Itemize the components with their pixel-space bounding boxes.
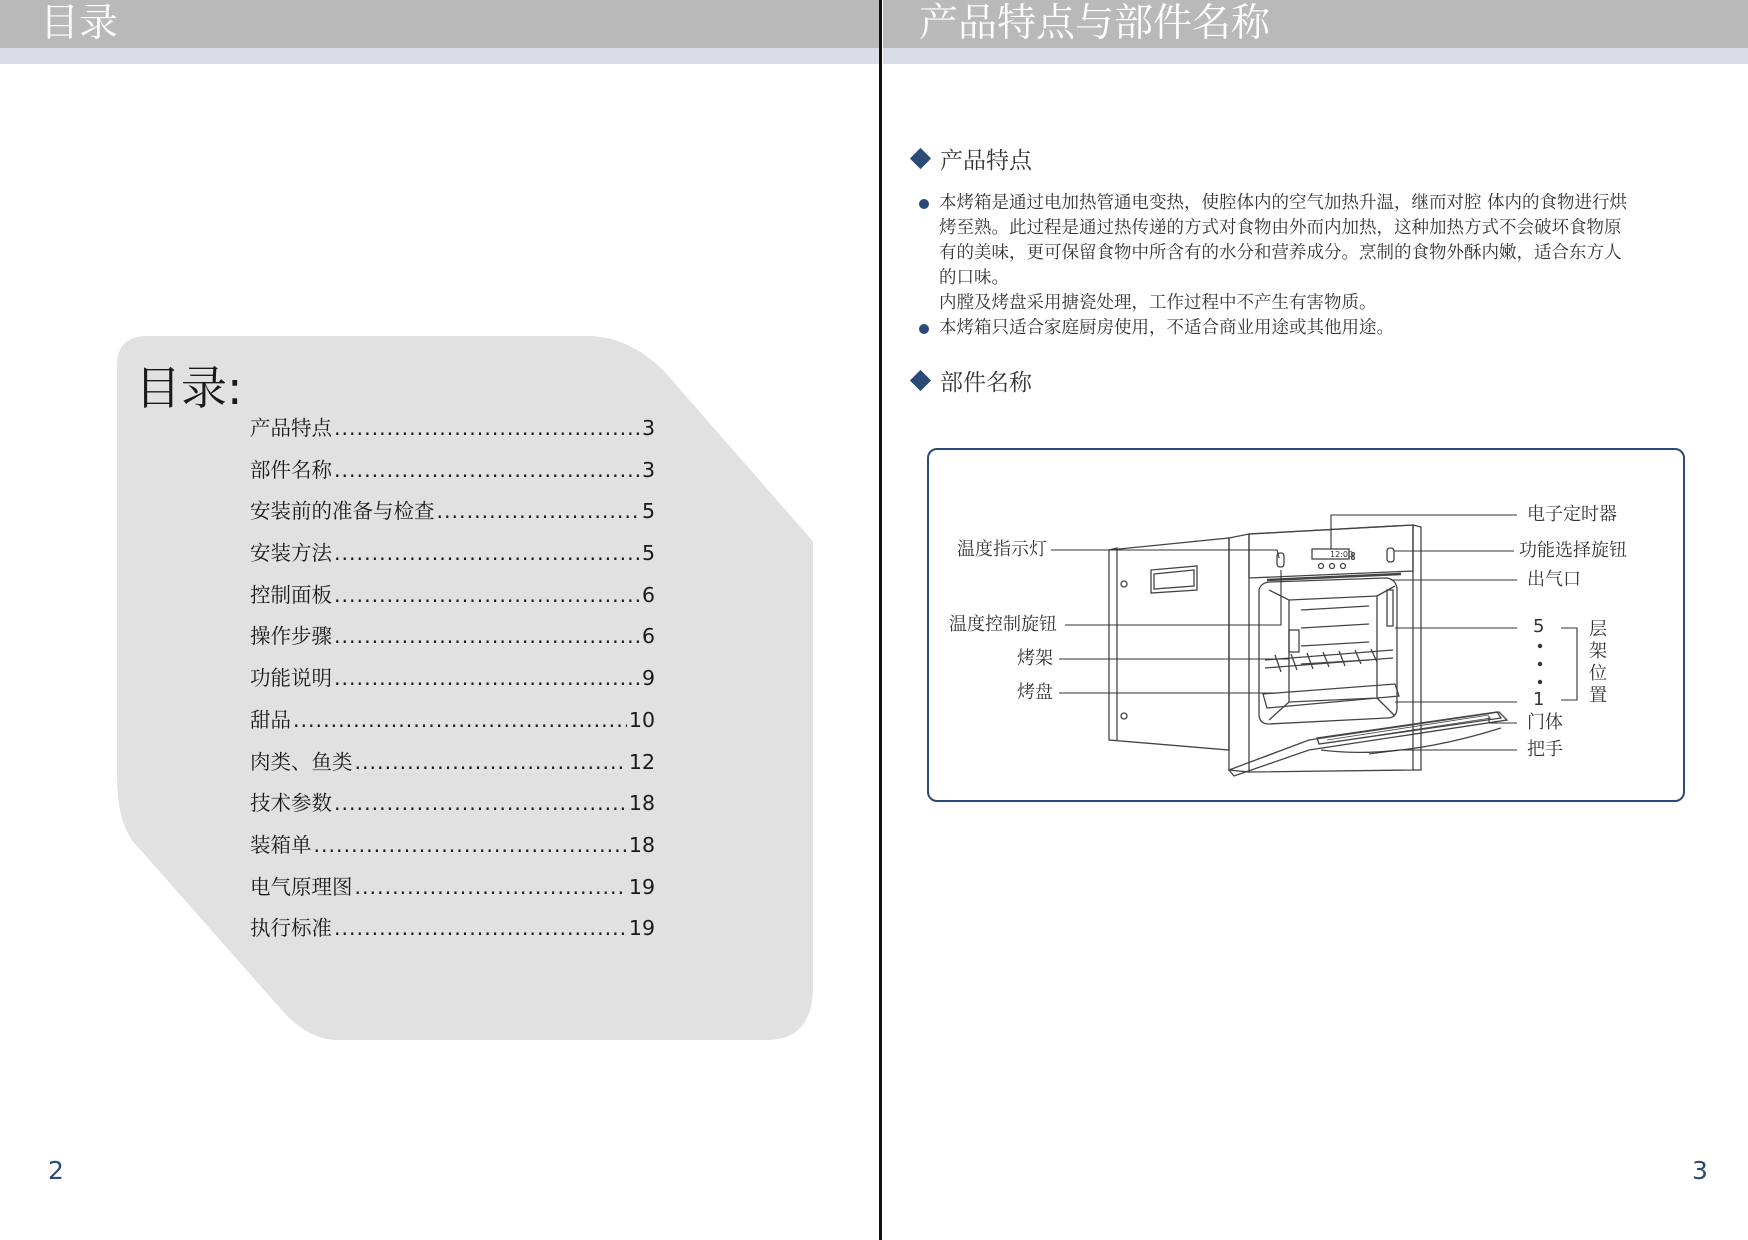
toc-item-page: 6: [641, 624, 655, 649]
header-strip: [883, 48, 1748, 64]
toc-item[interactable]: [250, 619, 655, 661]
toc-item-page: 19: [628, 916, 655, 941]
toc-item[interactable]: [250, 661, 655, 703]
label-vent: 出气口: [1527, 569, 1581, 590]
toc-item-page: 3: [641, 457, 655, 482]
toc-leader-dots: [334, 541, 640, 565]
toc-item-title: 部件名称: [250, 457, 332, 482]
toc-item-title: 功能说明: [250, 666, 332, 691]
toc-heading: 目录:: [135, 361, 243, 415]
toc-item-page: 10: [628, 707, 655, 732]
toc-item-title: 肉类、鱼类: [250, 749, 353, 774]
label-shelf-char: 位: [1589, 663, 1607, 684]
toc-item-page: 19: [628, 874, 655, 899]
toc-leader-dots: [334, 624, 640, 648]
toc-item[interactable]: [250, 745, 655, 787]
header-bar: [0, 0, 880, 48]
features-paragraph-2: [939, 316, 1579, 341]
toc-item[interactable]: [250, 578, 655, 620]
toc-item-title: 执行标准: [250, 916, 332, 941]
label-shelf-char: 层: [1589, 619, 1607, 640]
toc-leader-dots: [334, 791, 627, 815]
toc-leader-dots: [293, 708, 627, 732]
label-level-top: 5: [1533, 616, 1545, 637]
toc-item[interactable]: [250, 911, 655, 953]
label-timer: 电子定时器: [1527, 504, 1617, 525]
diamond-icon: [910, 370, 931, 391]
toc-item[interactable]: [250, 786, 655, 828]
parts-heading: 部件名称: [913, 364, 1032, 397]
toc-item-title: 装箱单: [250, 832, 312, 857]
toc-item-page: 12: [628, 749, 655, 774]
toc-item-title: 产品特点: [250, 416, 332, 440]
toc-item-page: 3: [641, 416, 655, 440]
label-tray: 烤盘: [1017, 682, 1053, 703]
toc-item-title: 操作步骤: [250, 624, 332, 649]
header-title: 目录: [40, 1, 119, 46]
toc-item[interactable]: [250, 828, 655, 870]
page-spine: [879, 0, 882, 1240]
label-rack: 烤架: [1017, 648, 1053, 669]
label-door: 门体: [1527, 712, 1563, 733]
toc-item-title: 控制面板: [250, 582, 332, 607]
toc-leader-dots: [355, 750, 627, 774]
page-number: 3: [1692, 1156, 1708, 1185]
oven-diagram: [929, 450, 1687, 804]
text-line: 本烤箱只适合家庭厨房使用，不适合商业用途或其他用途。: [939, 318, 1394, 338]
toc-item-title: 安装前的准备与检查: [250, 499, 435, 524]
bullet-icon: [919, 324, 929, 334]
toc-item-title: 电气原理图: [250, 874, 353, 899]
text-line: 有的美味，更可保留食物中所含有的水分和营养成分。烹制的食物外酥内嫩，适合东方人: [939, 243, 1622, 263]
text-line: 的口味。: [939, 268, 1009, 288]
toc-item-page: 9: [641, 666, 655, 691]
toc-item[interactable]: [250, 494, 655, 536]
text-line: 内膛及烤盘采用搪瓷处理，工作过程中不产生有害物质。: [939, 293, 1377, 313]
parts-diagram: [927, 448, 1685, 802]
text-line: 烤至熟。此过程是通过热传递的方式对食物由外而内加热，这种加热方式不会破坏食物原: [939, 218, 1622, 238]
label-shelf-char: 架: [1589, 641, 1607, 662]
toc-item-title: 甜品: [250, 707, 291, 732]
label-level-bottom: 1: [1533, 689, 1545, 710]
toc-leader-dots: [437, 499, 640, 523]
toc-item-page: 18: [628, 832, 655, 857]
toc-list: [250, 411, 655, 953]
toc-item[interactable]: [250, 703, 655, 745]
label-temp-indicator: 温度指示灯: [957, 539, 1047, 560]
label-handle: 把手: [1527, 739, 1563, 760]
toc-item-page: 5: [641, 499, 655, 524]
toc-leader-dots: [334, 416, 640, 440]
display-readout: 12:00: [1330, 550, 1354, 559]
toc-leader-dots: [334, 666, 640, 690]
toc-item[interactable]: [250, 870, 655, 912]
label-temp-knob: 温度控制旋钮: [949, 614, 1057, 635]
toc-item-page: 5: [641, 541, 655, 566]
toc-item-page: 18: [628, 791, 655, 816]
header-strip: [0, 48, 880, 64]
toc-item-page: 6: [641, 582, 655, 607]
page-number: 2: [48, 1156, 64, 1185]
features-paragraph-1: [939, 191, 1628, 316]
toc-item[interactable]: [250, 536, 655, 578]
toc-item[interactable]: [250, 453, 655, 495]
label-function-knob: 功能选择旋钮: [1519, 540, 1627, 561]
bullet-icon: [919, 199, 929, 209]
toc-leader-dots: [355, 875, 627, 899]
toc-leader-dots: [314, 833, 627, 857]
toc-leader-dots: [334, 583, 640, 607]
header-title: 产品特点与部件名称: [919, 1, 1271, 46]
toc-item[interactable]: [250, 411, 655, 453]
page-right: [883, 0, 1748, 1240]
text-line: 本烤箱是通过电加热管通电变热，使腔体内的空气加热升温，继而对腔 体内的食物进行烘: [939, 193, 1628, 213]
label-shelf-char: 置: [1589, 685, 1607, 706]
toc-leader-dots: [334, 458, 640, 482]
toc-item-title: 技术参数: [250, 791, 332, 816]
toc-leader-dots: [334, 916, 627, 940]
diamond-icon: [910, 148, 931, 169]
toc-item-title: 安装方法: [250, 541, 332, 566]
features-heading: 产品特点: [913, 142, 1032, 175]
